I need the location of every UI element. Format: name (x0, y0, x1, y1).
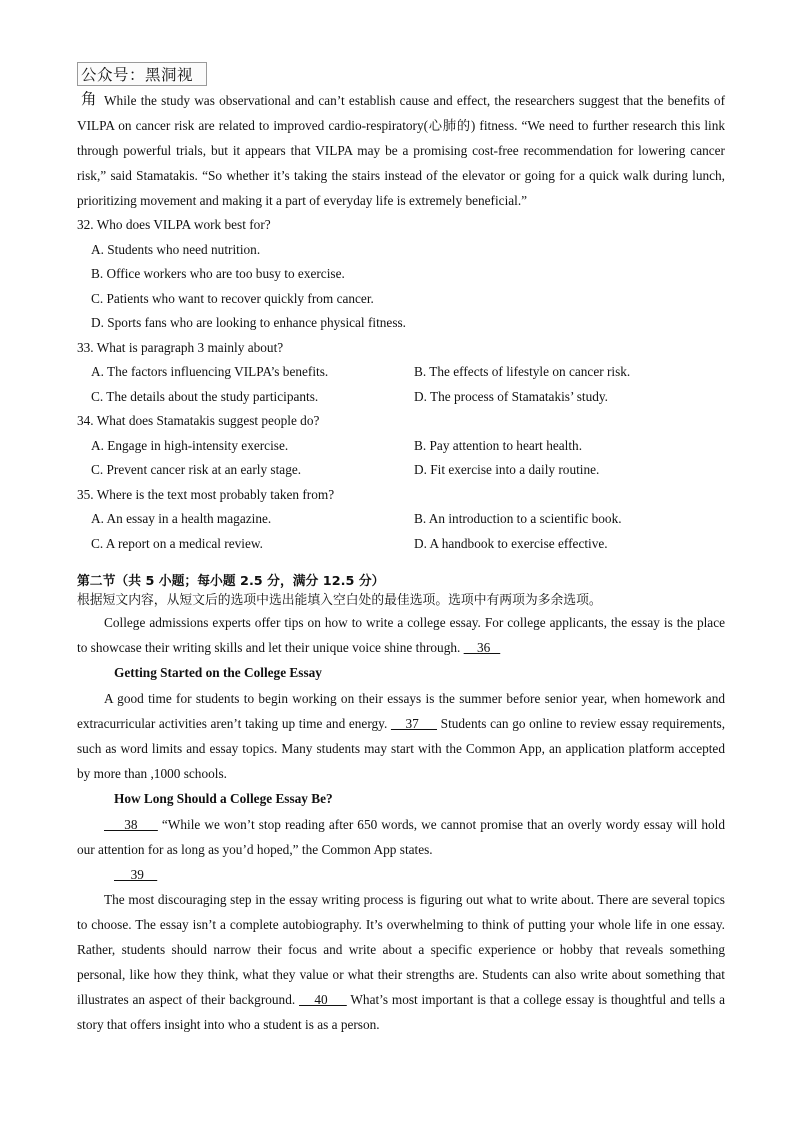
subheading-essay-length: How Long Should a College Essay Be? (114, 791, 333, 806)
option-d[interactable]: D. A handbook to exercise effective. (414, 535, 608, 551)
option-c[interactable]: C. Prevent cancer risk at an early stage. (91, 462, 302, 477)
section-instruction: 根据短文内容，从短文后的选项中选出能填入空白处的最佳选项。选项中有两项为多余选项。 (77, 593, 602, 608)
question-33 (77, 336, 725, 410)
paragraph-text: A good time for students to begin working on their essays is the summer before senior year, when homework and extracurricular activities aren’t taking up time and energy. (77, 691, 725, 731)
essay-length-paragraph (77, 812, 725, 862)
subheading-getting-started: Getting Started on the College Essay (114, 665, 322, 680)
paragraph-text: Students can go online to review essay requirements, such as word limits and essay topics. Many students may start with the Common App, an application platform accepted by more than ,1000 schools. (77, 716, 726, 781)
option-d[interactable]: D. Sports fans who are looking to enhance physical fitness. (91, 315, 406, 330)
intro-text: College admissions experts offer tips on how to write a college essay. For college applicants, the essay is the place to showcase their writing skills and let their unique voice shine through. (77, 615, 725, 655)
option-c[interactable]: C. Patients who want to recover quickly from cancer. (91, 290, 374, 306)
question-stem: 33. What is paragraph 3 mainly about? (77, 339, 284, 355)
blank-38[interactable]: 38 (104, 817, 158, 832)
options-row (77, 532, 725, 557)
section-heading: 第二节（共 5 小题；每小题 2.5 分，满分 12.5 分） (77, 574, 385, 589)
blank-37[interactable]: 37 (390, 716, 438, 731)
passage-paragraph: While the study was observational and can’t establish cause and effect, the researchers suggest that the benefits of VILPA on cancer risk are related to improved cardio-respiratory(心肺的) fitness. “We need to further research this link through powerful trials, but it appears that VILPA may be a promising cost-free recommendation for lowering cancer risk,” said Stamatakis. “So whether it’s taking the stairs instead of the elevator or going for a quick walk during lunch, prioritizing movement and making it a part of everyday life is extremely beneficial.” (77, 93, 725, 208)
getting-started-paragraph (77, 686, 725, 786)
question-stem: 35. Where is the text most probably taken from? (77, 486, 335, 502)
blank-39[interactable]: 39 (114, 867, 158, 882)
intro-paragraph (77, 610, 725, 660)
option-d[interactable]: D. Fit exercise into a daily routine. (414, 462, 600, 477)
paragraph-text: The most discouraging step in the essay writing process is figuring out what to write about. There are several topics to choose. The essay isn’t a complete autobiography. It’s overwhelming to think of putting your whole life in one essay. Rather, students should narrow their focus and write about a specific experience or hobby that reveals something personal, like how they think, what they value or what their strengths are. Students can also write about something that illustrates an aspect of their background. (77, 892, 725, 1007)
question-34 (77, 409, 725, 483)
blank-39-line (77, 862, 725, 887)
option-b[interactable]: B. Pay attention to heart health. (414, 437, 583, 453)
question-35 (77, 483, 725, 557)
blank-40[interactable]: 40 (299, 992, 347, 1007)
options-row (77, 434, 725, 459)
paragraph-text: “While we won’t stop reading after 650 words, we cannot promise that an overly wordy essay will hold our attention for as long as you’d hoped,” the Common App states. (77, 817, 726, 857)
options-row (77, 507, 725, 532)
options-row (77, 458, 725, 483)
wechat-account-tag: 公众号：黑洞视角 (77, 62, 207, 86)
page-content (77, 88, 725, 1037)
option-a[interactable]: A. The factors influencing VILPA’s benefits. (91, 364, 329, 379)
option-a[interactable]: A. An essay in a health magazine. (91, 511, 272, 526)
option-d[interactable]: D. The process of Stamatakis’ study. (414, 388, 608, 404)
option-b[interactable]: B. Office workers who are too busy to exercise. (91, 266, 345, 281)
option-a[interactable]: A. Students who need nutrition. (91, 241, 261, 257)
options-row (77, 360, 725, 385)
question-stem: 34. What does Stamatakis suggest people do? (77, 413, 320, 428)
option-c[interactable]: C. A report on a medical review. (91, 535, 263, 551)
options-row (77, 385, 725, 410)
paragraph-text: What’s most important is that a college essay is thoughtful and tells a story that offers insight into who a student is as a person. (77, 992, 725, 1032)
topic-paragraph (77, 887, 725, 1037)
option-c[interactable]: C. The details about the study participants. (91, 388, 319, 404)
option-b[interactable]: B. An introduction to a scientific book. (414, 511, 622, 526)
option-a[interactable]: A. Engage in high-intensity exercise. (91, 437, 289, 453)
option-b[interactable]: B. The effects of lifestyle on cancer risk. (414, 364, 631, 379)
question-32 (77, 213, 725, 336)
blank-36[interactable]: 36 (463, 640, 501, 655)
question-stem: 32. Who does VILPA work best for? (77, 217, 271, 232)
